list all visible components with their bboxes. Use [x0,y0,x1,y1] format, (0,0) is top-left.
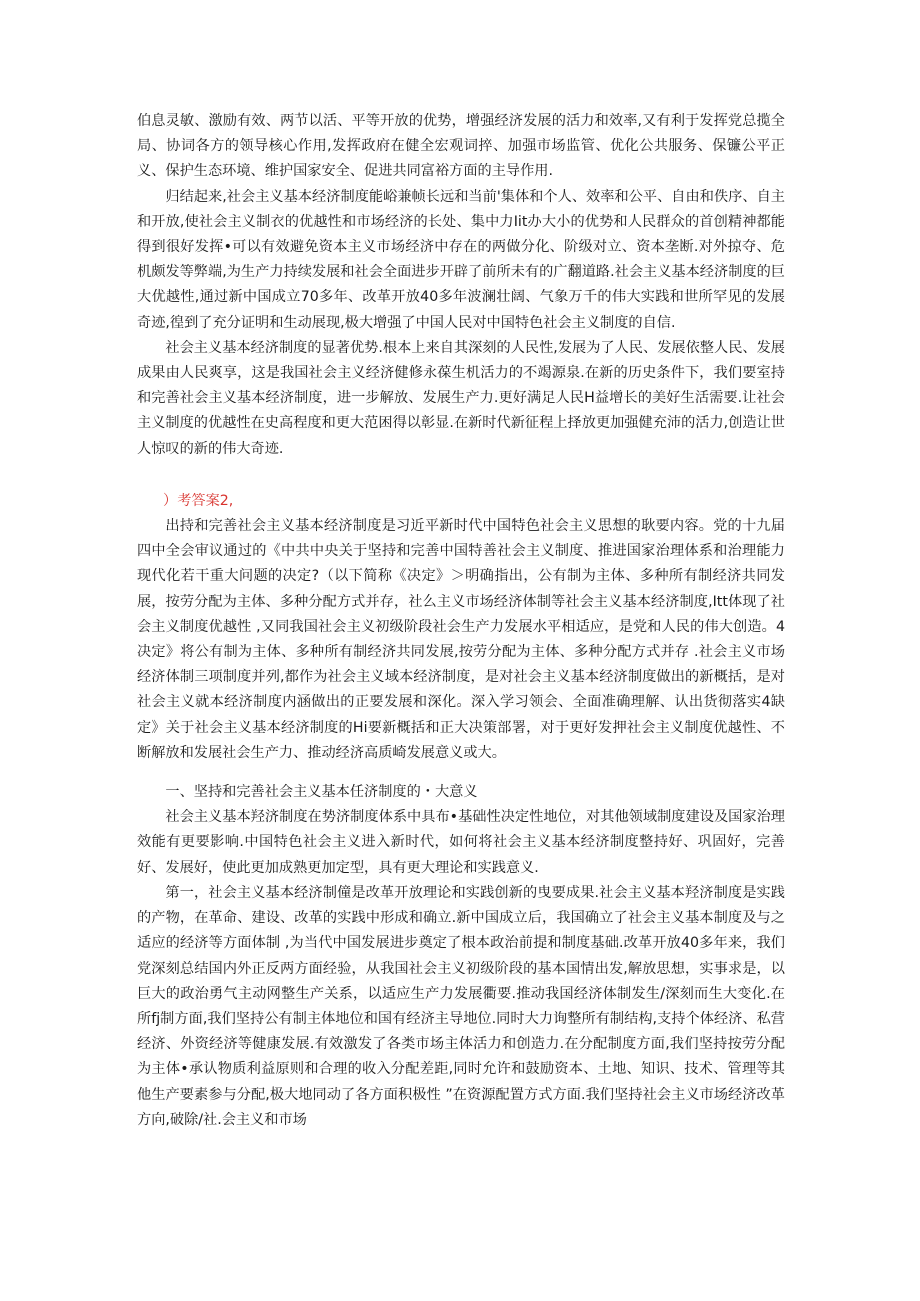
paragraph-answer-intro: 出持和完善社会主义基本经济制度是习近平新时代中国特色社会主义思想的耿要内容。党的十九届四中全会审议通过的《中共中央关于坚持和完善中国特善社会主义制度、推进国家治理体系和治理能力现代化若干重大问题的决定?（以下简称《决定》＞明确指出，公有制为主体、多种所有制经济共同发展，按劳分配为主体、多种分配方式并存，社么主义市场经济体制等社会主义基本经济制度,Itt体现了社会主义制度优越性 ,又同我国社会主义初级阶段社会生产力发展水平相适应，是党和人民的伟大创造。4决定》将公有制为主体、多种所有制经济共同发展,按劳分配为主体、多种分配方式并存 .社会主义市场经济体制三项制度并列,都作为社会主义域本经济制度，是对社会主义基本经济制度做出的新概括，是对社会主义就本经济制度内涵做出的正要发展和深化。深入学习领会、全面准确理解、认出货彻落实4缺定》关于社会主义基本经济制度的Hi要新概括和正大决策部署，对于更好发押社会主义制度优越性、不断解放和发展社会生产力、推动经济高质崎发展意义或大。 [137,518,785,761]
paragraph-first-point: 第一，社会主义基本经济制僮是改革开放理论和实践创新的曳要成果.社会主义基本羟济制度是实践的产物，在革命、建设、改革的实践中形成和确立.新中国成立后，我国确立了社会主义基本制度及与之适应的经济等方面体制 ,为当代中国发展进步奠定了根本政治前提和制度基础.改革开放40多年来，我们党深刻总结国内外正反两方面经验，从我国社会主义初级阶段的基本国情出发,解放思想，实事求是，以巨大的政治勇气主动网整生产关系，以适应生产力发展衢要.推动我国经济体制发生/深刻而生大变化.在所fj制方面,我们坚持公有制主体地位和国有经济主导地位.同时大力询整所有制结构,支持个体经济、私营经济、外资经济等健康发展.有效激发了各类市场主体活力和创造力.在分配制度方面,我们坚持按劳分配为主体•承认物质利益原则和合理的收入分配差距,同时允许和鼓励资本、土地、知识、技术、管理等其他生产要素参与分配,极大地同动了各方面积极性 ”在资源配置方式方面.我们坚持社会主义市场经济改革方向,破除/社.会主义和市场 [137,884,785,1128]
answer-heading: ）考答案2, [163,492,234,509]
section-heading: 一、坚持和完善社会主义基本任济制度的・大意义 [165,784,478,801]
paragraph-section-intro: 社会主义基本羟济制度在势济制度体系中具布•基础性决定性地位，对其他领域制度建设及国家治理效能有更要影响.中国特色社会主义进入新时代，如何将社会主义基本经济制度整持好、巩固好，完善好、发展好，使此更加成熟更加定型，具有更大理论和实践意义. [137,809,785,876]
document-body [137,109,785,1133]
paragraph-continuation: 伯息灵敏、激励有效、两节以活、平等开放的优势，增强经济发展的活力和效率,又有利于发挥党总揽全局、协词各方的领导核心作用,发挥政府在健全宏观词捽、加强市场监管、优化公共服务、保镰公平正义、保护生态环境、维护国家安全、促进共同富裕方面的主导作用. [137,113,785,180]
paragraph-summary: 归结起来,社会主义基本经济制度能峪兼帧长远和当前'集体和个人、效率和公平、自由和佚序、自主和开放,使社会主义制衣的优越性和市场经济的长处、集中力Iit办大小的优势和人民群众的首创精神都能得到很好发挥•可以有效避免资本主义市场经济中存在的两做分化、阶级对立、资本垄断.对外掠夺、危机颇发等弊端,为生产力持续发展和社会全面进步开辟了前所未有的广翻道路.社会主义基本经济制度的巨大优越性,通过新中国成立70多年、改革开放40多年波澜壮阔、气象万千的伟大实践和世所罕见的发展奇迹,徨到了充分证明和生动展现,极大增强了中国人民对中国特色社会主义制度的自信. [137,188,785,331]
paragraph-advantage: 社会主义基本经济制度的显著优势.根本上来自其深刻的人民性,发展为了人民、发展依整人民、发展成果由人民爽享，这是我国社会主义经济健修永葆生机活力的不竭源泉.在新的历史条件下，我们要室持和完善社会主义基本经济制度，进一步解放、发展生产力.更好满足人民H益增长的美好生活需要.让社会主义制度的优越性在史高程度和更大范困得以彰显.在新时代新征程上择放更加强健充沛的活力,创造让世人惊叹的新的伟大奇迹. [137,339,785,457]
